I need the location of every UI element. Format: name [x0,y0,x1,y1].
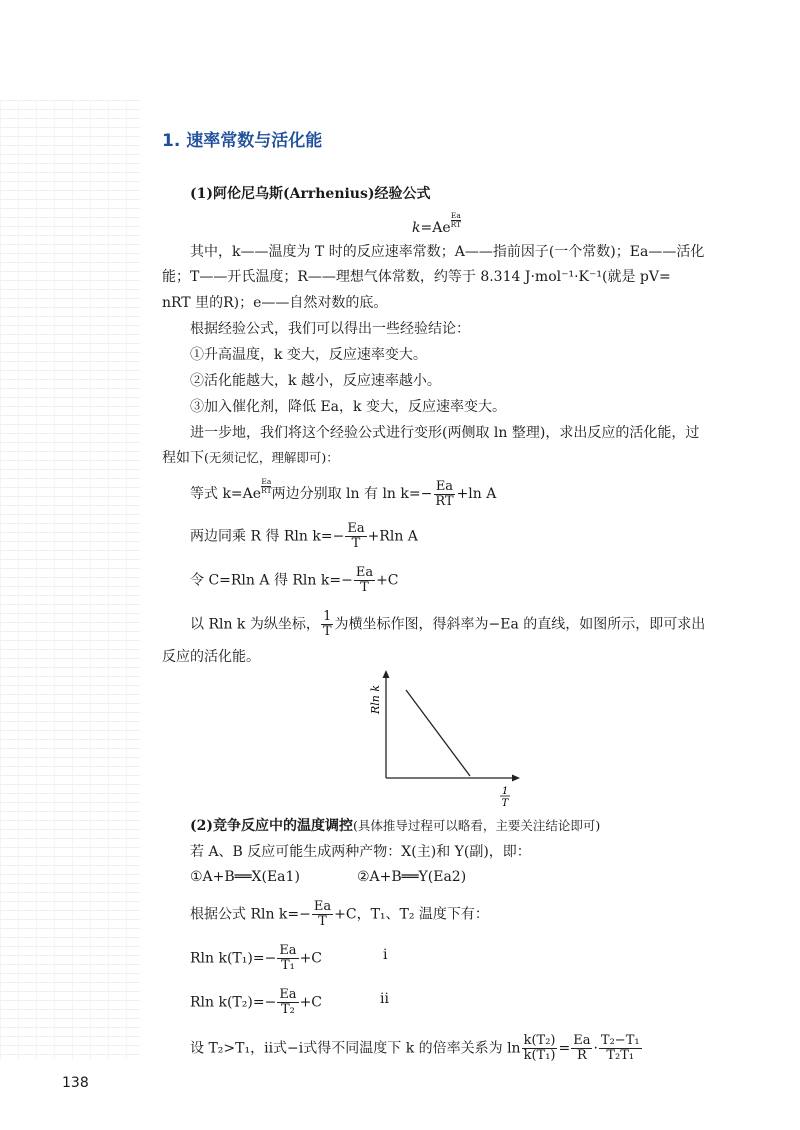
step1-tail: +ln A [456,486,497,502]
formula-intro-a: 根据公式 Rln k=− [190,906,311,923]
eq2-num: Ea [279,987,297,1002]
x-axis-label-num: 1 [501,786,509,797]
final-fraction-1 [522,1034,558,1063]
step3-tail: +C [376,572,399,589]
y-axis-label: Rln k [369,684,382,714]
eq2-den: T₂ [280,1002,295,1017]
step1-exp-den: RT [261,486,272,495]
further-line-1: 进一步地，我们将这个经验公式进行变形(两侧取 ln 整理)，求出反应的活化能，过 [190,425,700,441]
equation-i-tag: ⅰ [383,947,388,963]
reaction-2: ②A+B══Y(Ea2) [357,869,467,885]
x-axis-label-den: T [501,798,509,808]
plot-line-1 [190,610,705,639]
step3-fraction [354,566,375,595]
equation-i [190,944,322,973]
step3-frac-den: T [360,580,369,595]
conclusion-2: ②活化能越大，k 越小，反应速率越小。 [190,373,441,389]
explain-line-3: nRT 里的R)；e——自然对数的底。 [162,295,388,311]
final-relation [190,1034,643,1063]
conclusion-intro: 根据经验公式，我们可以得出一些经验结论： [190,321,470,337]
step3-text: 令 C=Rln A 得 Rln k=− [190,572,353,589]
explain-line-2: 能；T——开氏温度；R——理想气体常数，约等于 8.314 J·mol⁻¹·K⁻¹(就是 pV= [162,269,671,285]
further-line-2-text: 程如下 [162,450,204,466]
final-f2-num: Ea [573,1033,591,1048]
plot-line-1-a: 以 Rln k 为纵坐标， [190,616,320,633]
step2-frac-num: Ea [347,521,365,536]
final-f1-den: k(T₁) [523,1048,556,1063]
explain-line-1: 其中，k——温度为 T 时的反应速率常数；A——指前因子(一个常数)；Ea——活化 [190,244,705,260]
rlnk-vs-inverse-t-graph [365,668,535,808]
conclusion-1: ①升高温度，k 变大，反应速率变大。 [190,347,427,363]
x-axis-arrow [512,775,520,782]
final-dot: · [593,1040,598,1057]
step1-text: 等式 k=Ae [190,486,262,502]
further-note: (无须记忆，理解即可)： [204,450,339,465]
conclusion-3: ③加入催化剂，降低 Ea，k 变大，反应速率变大。 [190,399,506,415]
step-2 [190,522,418,551]
eq1-fraction [277,944,298,973]
step1-fraction [433,480,455,509]
y-axis-arrow [383,670,390,678]
page-margin-ruling [0,100,140,1060]
final-fraction-2 [571,1034,592,1063]
step1-exp-num: Ea [261,477,272,486]
plot-fraction [321,610,334,639]
part2-heading-note: (具体推导过程可以略看，主要关注结论即可) [353,818,601,833]
final-a: 设 T₂>T₁，ⅱ式−ⅰ式得不同温度下 k 的倍率关系为 ln [190,1040,521,1057]
equation-ii-tag: ⅱ [380,991,389,1007]
final-f1-num: k(T₂) [523,1033,556,1048]
formula-rhs: =Ae [420,220,451,236]
eq2-lhs: Rln k(T₂)=− [190,994,277,1011]
final-f3-den: T₂T₁ [606,1048,635,1063]
equation-ii [190,988,322,1017]
step-3 [190,566,399,595]
plot-frac-num: 1 [323,609,332,624]
plot-line-2: 反应的活化能。 [162,649,260,665]
eq1-lhs: Rln k(T₁)=− [190,950,277,967]
exp-denominator: RT [450,220,462,229]
slope-line [406,690,470,776]
final-f2-den: R [576,1048,587,1063]
step2-frac-den: T [351,536,361,551]
eq1-num: Ea [279,943,297,958]
further-line-2 [162,447,339,469]
formula-intro-num: Ea [313,899,332,914]
part2-formula-intro [190,900,489,929]
step1-frac-num: Ea [435,478,454,494]
formula-intro-fraction [312,900,333,929]
part2-heading [190,815,600,835]
part2-heading-text: (2)竞争反应中的温度调控 [190,818,353,834]
step2-fraction [345,522,366,551]
step1-frac-den: RT [435,493,454,509]
reaction-1: ①A+B══X(Ea1) [190,869,300,885]
part2-intro: 若 A、B 反应可能生成两种产物：X(主)和 Y(副)，即： [190,844,531,860]
step1-exponent [261,478,272,495]
eq2-fraction [277,988,298,1017]
arrhenius-formula [412,212,461,239]
eq2-tail: +C [299,994,323,1011]
step1-mid: 两边分别取 ln 有 ln k=− [271,486,433,502]
step-1 [190,478,496,509]
plot-frac-den: T [322,624,332,639]
step2-tail: +Rln A [367,528,418,545]
final-eq: = [558,1040,571,1057]
final-f3-num: T₂−T₁ [600,1033,640,1048]
section-title: 1. 速率常数与活化能 [162,131,323,151]
plot-line-1-b: 为横坐标作图，得斜率为−Ea 的直线，如图所示，即可求出 [334,616,706,633]
final-fraction-3 [599,1034,642,1063]
formula-intro-b: +C，T₁、T₂ 温度下有： [334,906,489,923]
eq1-den: T₁ [280,958,295,973]
formula-k: k [412,220,421,236]
eq1-tail: +C [299,950,323,967]
step3-frac-num: Ea [355,565,374,580]
exp-numerator: Ea [450,211,461,220]
formula-intro-den: T [318,914,327,929]
formula-exponent [451,212,462,229]
page-number: 138 [62,1075,89,1091]
part1-heading: (1)阿伦尼乌斯(Arrhenius)经验公式 [190,186,431,202]
step2-text: 两边同乘 R 得 Rln k=− [190,528,345,545]
